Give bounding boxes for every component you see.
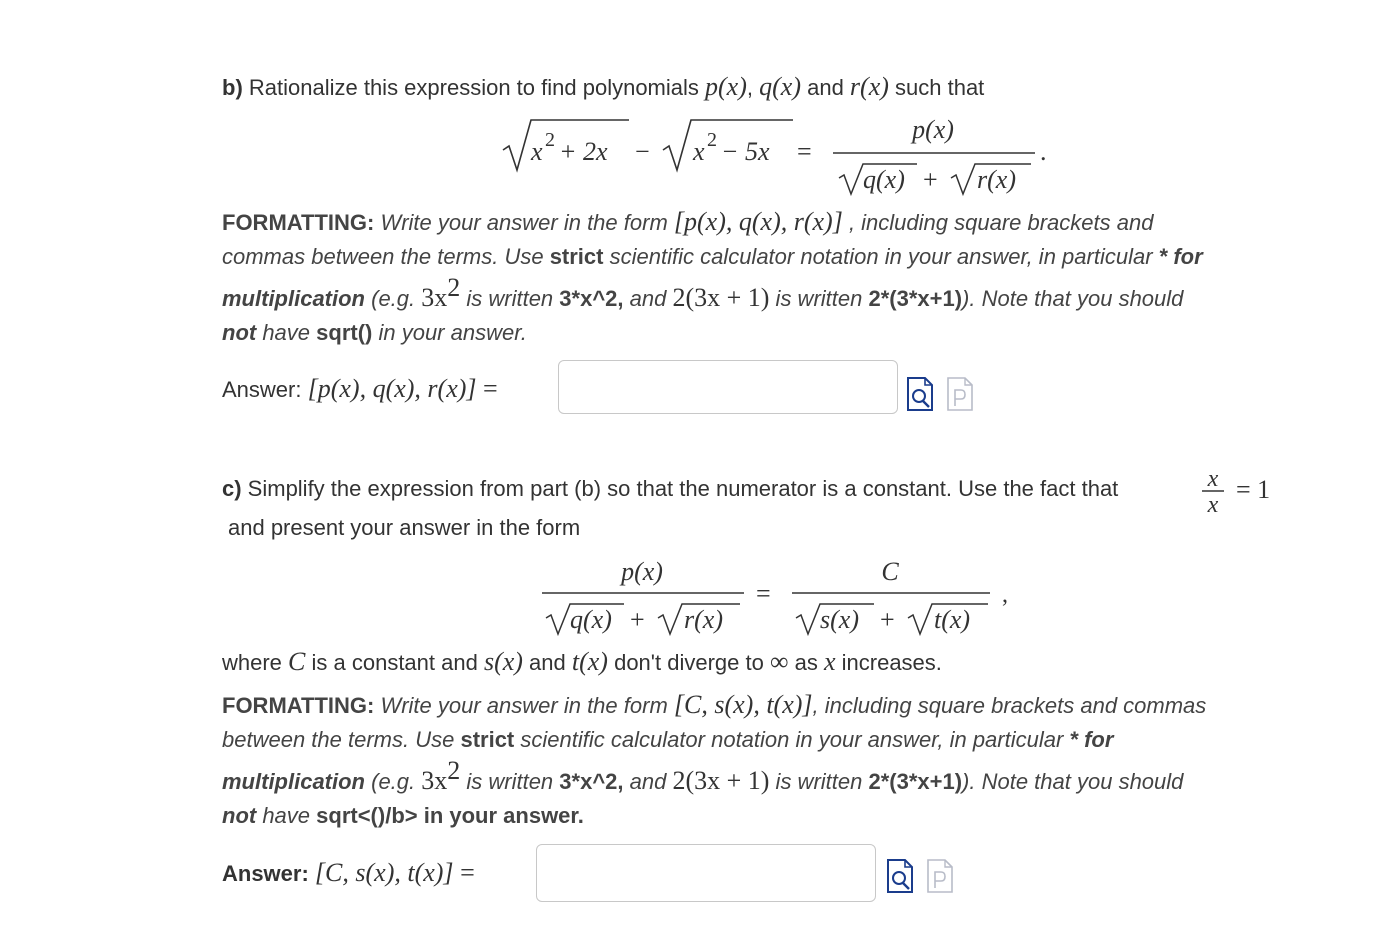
b-lhs-term1: x bbox=[531, 137, 543, 166]
b-lhs-term2: x bbox=[693, 137, 705, 166]
part-c-formatting-line1: FORMATTING: Write your answer in the form [C, s(x), t(x)], including square brackets and commas bbox=[222, 690, 1207, 719]
c-den-t: t(x) bbox=[934, 605, 971, 634]
b-equals: = bbox=[797, 137, 812, 166]
part-b-intro: b) Rationalize this expression to find polynomials p(x), q(x) and r(x) such that bbox=[222, 72, 985, 101]
formula-palette-icon[interactable] bbox=[926, 858, 954, 894]
b-den-q: q(x) bbox=[863, 165, 905, 194]
part-b-answer-label: Answer: [p(x), q(x), r(x)] = bbox=[222, 374, 498, 403]
b-minus: − bbox=[635, 137, 650, 166]
part-c-fact bbox=[1198, 466, 1284, 516]
c-numerator-right: C bbox=[881, 557, 899, 586]
c-comma: , bbox=[1002, 582, 1008, 608]
part-c-answer-label: Answer: [C, s(x), t(x)] = bbox=[222, 858, 475, 887]
c-fact-den: x bbox=[1207, 492, 1219, 516]
part-c-intro: c) Simplify the expression from part (b) so that the numerator is a constant. Use the fact that bbox=[222, 476, 1119, 501]
c-den-q: q(x) bbox=[570, 605, 612, 634]
part-b-answer-input[interactable] bbox=[558, 360, 898, 414]
b-lhs-rest2: − 5x bbox=[721, 137, 770, 166]
c-den-s: s(x) bbox=[820, 605, 859, 634]
b-lhs-rest1: + 2x bbox=[559, 137, 608, 166]
b-period: . bbox=[1040, 137, 1047, 166]
c-fact-eq: = 1 bbox=[1236, 475, 1271, 504]
formula-palette-icon[interactable] bbox=[946, 376, 974, 412]
part-b-formatting-line1: FORMATTING: Write your answer in the form [p(x), q(x), r(x)] , including square brackets and bbox=[222, 207, 1154, 236]
c-equals: = bbox=[756, 579, 771, 608]
part-b-equation bbox=[495, 108, 1065, 200]
part-c-equation bbox=[538, 552, 1018, 642]
b-plus: + bbox=[923, 165, 938, 194]
b-lhs-exp1: 2 bbox=[545, 129, 555, 151]
part-c-formatting-line4: not have sqrt<()/b> in your answer. bbox=[222, 803, 584, 828]
part-b-formatting-line3: multiplication (e.g. $3x^2$ is written 3*x^2, and 2(3x + 1) is written 2*(3*x+1)). Note that you should bbox=[222, 273, 1184, 312]
c-plus-left: + bbox=[630, 605, 645, 634]
part-c-answer-input[interactable] bbox=[536, 844, 876, 902]
part-b-label: b) bbox=[222, 75, 243, 100]
b-lhs-exp2: 2 bbox=[707, 129, 717, 151]
part-b-formatting-line2: commas between the terms. Use strict scientific calculator notation in your answer, in particular * for bbox=[222, 244, 1203, 269]
part-c-where: where C is a constant and s(x) and t(x) don't diverge to ∞ as x increases. bbox=[222, 647, 942, 676]
part-c-line2: and present your answer in the form bbox=[228, 515, 581, 540]
preview-icon[interactable] bbox=[906, 376, 934, 412]
part-c-label: c) bbox=[222, 476, 242, 501]
c-numerator-left: p(x) bbox=[621, 557, 663, 586]
c-fact-num: x bbox=[1207, 466, 1219, 492]
c-den-r: r(x) bbox=[684, 605, 723, 634]
part-b-formatting-line4: not have sqrt() in your answer. bbox=[222, 320, 527, 345]
part-c-formatting-line2: between the terms. Use strict scientific calculator notation in your answer, in particular * for bbox=[222, 727, 1114, 752]
b-den-r: r(x) bbox=[977, 165, 1016, 194]
b-numerator: p(x) bbox=[912, 115, 954, 144]
part-c-formatting-line3: multiplication (e.g. $3x^2$ is written 3*x^2, and 2(3x + 1) is written 2*(3*x+1)). Note that you should bbox=[222, 756, 1184, 795]
preview-icon[interactable] bbox=[886, 858, 914, 894]
c-plus-right: + bbox=[880, 605, 895, 634]
